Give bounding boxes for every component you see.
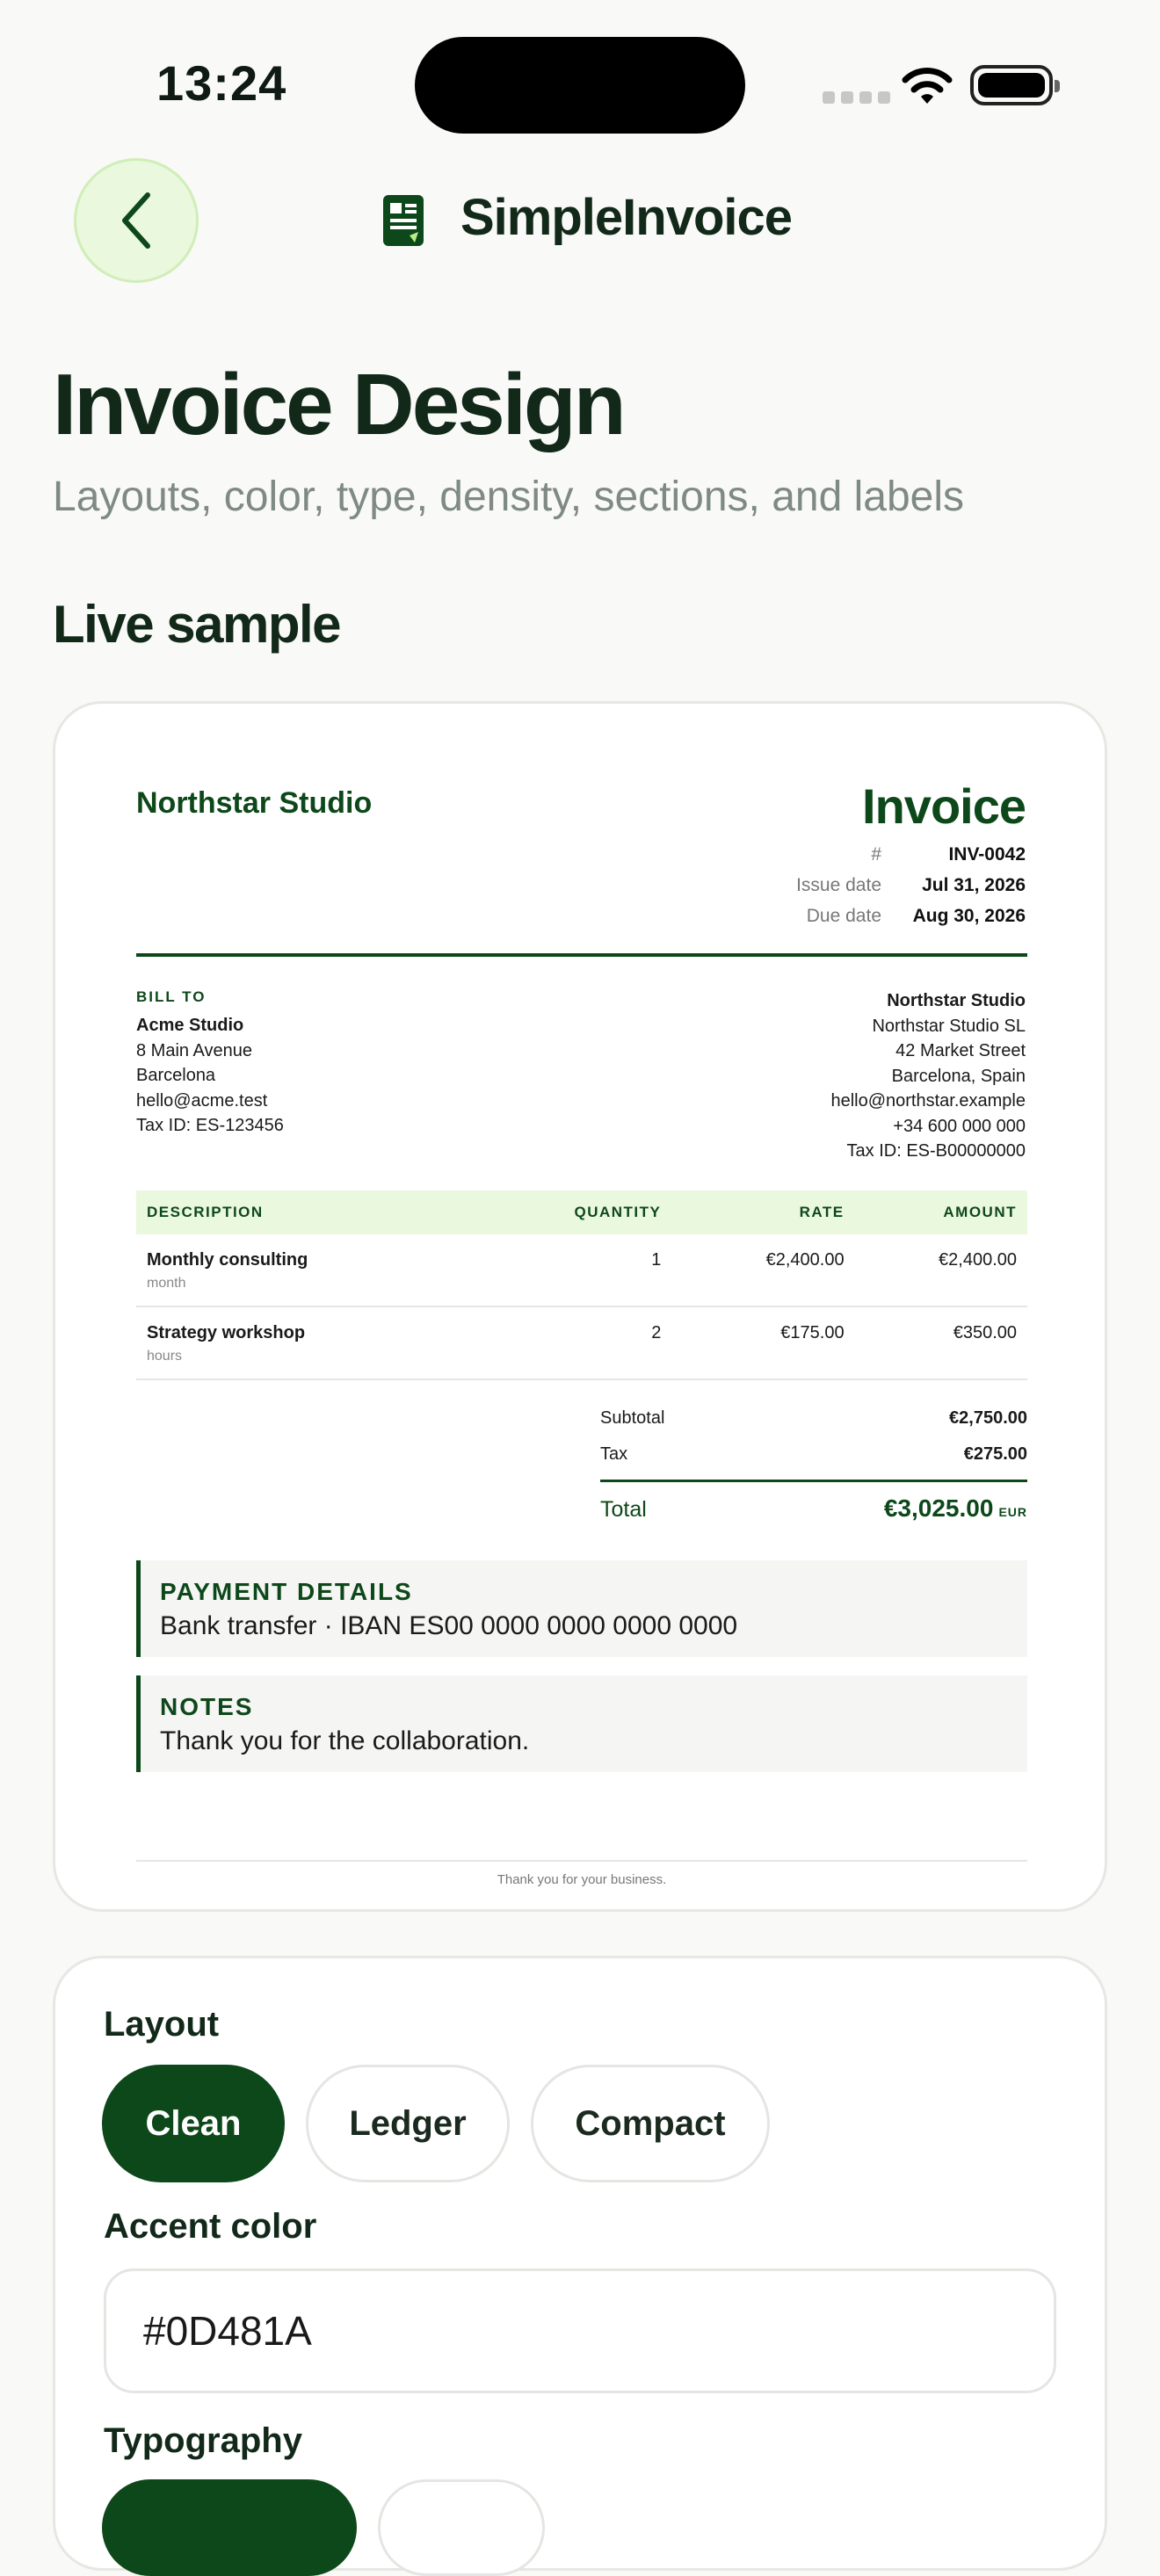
bill-to-line: hello@acme.test <box>136 1090 268 1111</box>
from-line: Tax ID: ES-B00000000 <box>846 1141 1026 1161</box>
design-controls-card <box>53 1956 1107 2571</box>
payment-details-box <box>136 1560 1027 1657</box>
app-name: SimpleInvoice <box>460 189 793 246</box>
notes-heading: NOTES <box>160 1693 254 1720</box>
line-items-table <box>136 1190 1027 1380</box>
item-amount: €350.00 <box>953 1323 1017 1342</box>
live-sample-title: Live sample <box>53 595 341 654</box>
item-description: Monthly consulting <box>147 1250 308 1270</box>
header-divider <box>136 953 1027 957</box>
battery-icon <box>970 65 1053 105</box>
layout-label: Layout <box>104 2005 220 2044</box>
meta-value: Aug 30, 2026 <box>912 906 1026 926</box>
chevron-left-icon <box>116 190 156 251</box>
status-time: 13:24 <box>156 55 287 111</box>
invoice-preview-card <box>53 701 1107 1912</box>
header-quantity: QUANTITY <box>574 1204 662 1220</box>
payment-text: Bank transfer · IBAN ES00 0000 0000 0000 0000 <box>160 1611 738 1640</box>
accent-color-label: Accent color <box>104 2207 317 2246</box>
header-rate: RATE <box>799 1204 845 1220</box>
bill-to-line: 8 Main Avenue <box>136 1040 252 1060</box>
typography-option[interactable] <box>378 2479 545 2576</box>
dynamic-island <box>415 37 745 134</box>
from-name: Northstar Studio <box>887 991 1026 1010</box>
bill-to-heading: BILL TO <box>136 988 207 1005</box>
item-rate: €175.00 <box>780 1323 845 1342</box>
back-button[interactable] <box>74 158 199 283</box>
tax-value: €275.00 <box>963 1444 1027 1464</box>
page-subtitle: Layouts, color, type, density, sections, and labels <box>53 474 965 520</box>
total-divider <box>600 1480 1027 1482</box>
item-rate: €2,400.00 <box>765 1250 845 1270</box>
item-quantity: 2 <box>651 1323 662 1342</box>
layout-option-clean[interactable]: Clean <box>102 2065 285 2182</box>
bill-to-block <box>136 1013 284 1139</box>
accent-color-input[interactable] <box>104 2268 1056 2393</box>
item-amount: €2,400.00 <box>939 1250 1017 1270</box>
meta-label: Issue date <box>796 875 881 895</box>
item-description: Strategy workshop <box>147 1323 306 1342</box>
header-amount: AMOUNT <box>943 1204 1017 1220</box>
from-line: +34 600 000 000 <box>893 1116 1026 1136</box>
footer-divider <box>136 1860 1027 1862</box>
invoice-meta-number <box>871 844 1026 865</box>
wifi-icon <box>900 65 954 107</box>
typography-option-selected[interactable] <box>102 2479 357 2576</box>
subtotal-label: Subtotal <box>600 1408 665 1428</box>
invoice-meta-issue-date <box>796 875 1026 896</box>
from-block <box>830 988 1026 1164</box>
from-line: 42 Market Street <box>895 1041 1026 1060</box>
bill-to-name: Acme Studio <box>136 1016 244 1035</box>
meta-value: INV-0042 <box>948 844 1026 865</box>
from-line: hello@northstar.example <box>830 1091 1026 1111</box>
invoice-meta-due-date <box>807 906 1026 927</box>
table-header <box>136 1190 1027 1234</box>
layout-option-ledger[interactable]: Ledger <box>306 2065 510 2182</box>
item-unit: month <box>147 1276 186 1291</box>
tax-label: Tax <box>600 1444 628 1464</box>
bill-to-line: Barcelona <box>136 1066 216 1085</box>
subtotal-row <box>600 1408 1027 1429</box>
cellular-signal-icon <box>823 91 896 108</box>
typography-label: Typography <box>104 2421 302 2460</box>
payment-heading: PAYMENT DETAILS <box>160 1578 413 1605</box>
notes-text: Thank you for the collaboration. <box>160 1726 530 1755</box>
layout-option-compact[interactable]: Compact <box>531 2065 770 2182</box>
meta-label: Due date <box>806 906 881 926</box>
meta-value: Jul 31, 2026 <box>922 875 1026 895</box>
invoice-footer: Thank you for your business. <box>497 1872 667 1887</box>
table-row <box>136 1234 1027 1307</box>
notes-box <box>136 1675 1027 1772</box>
total-label: Total <box>600 1497 647 1522</box>
invoice-doc-title: Invoice <box>862 778 1026 834</box>
item-unit: hours <box>147 1349 183 1364</box>
subtotal-value: €2,750.00 <box>949 1408 1027 1428</box>
item-quantity: 1 <box>651 1250 662 1270</box>
tax-row <box>600 1444 1027 1465</box>
page-title: Invoice Design <box>53 356 624 452</box>
invoice-company-name: Northstar Studio <box>136 786 373 820</box>
meta-label: # <box>871 844 881 865</box>
table-row <box>136 1307 1027 1380</box>
total-value: €3,025.00 <box>883 1494 994 1522</box>
invoice-document-icon <box>383 195 424 246</box>
header-description: DESCRIPTION <box>147 1204 264 1220</box>
from-line: Barcelona, Spain <box>891 1066 1026 1086</box>
bill-to-line: Tax ID: ES-123456 <box>136 1116 284 1135</box>
total-currency: EUR <box>998 1505 1027 1519</box>
total-row <box>600 1494 1027 1523</box>
from-line: Northstar Studio SL <box>872 1016 1026 1036</box>
